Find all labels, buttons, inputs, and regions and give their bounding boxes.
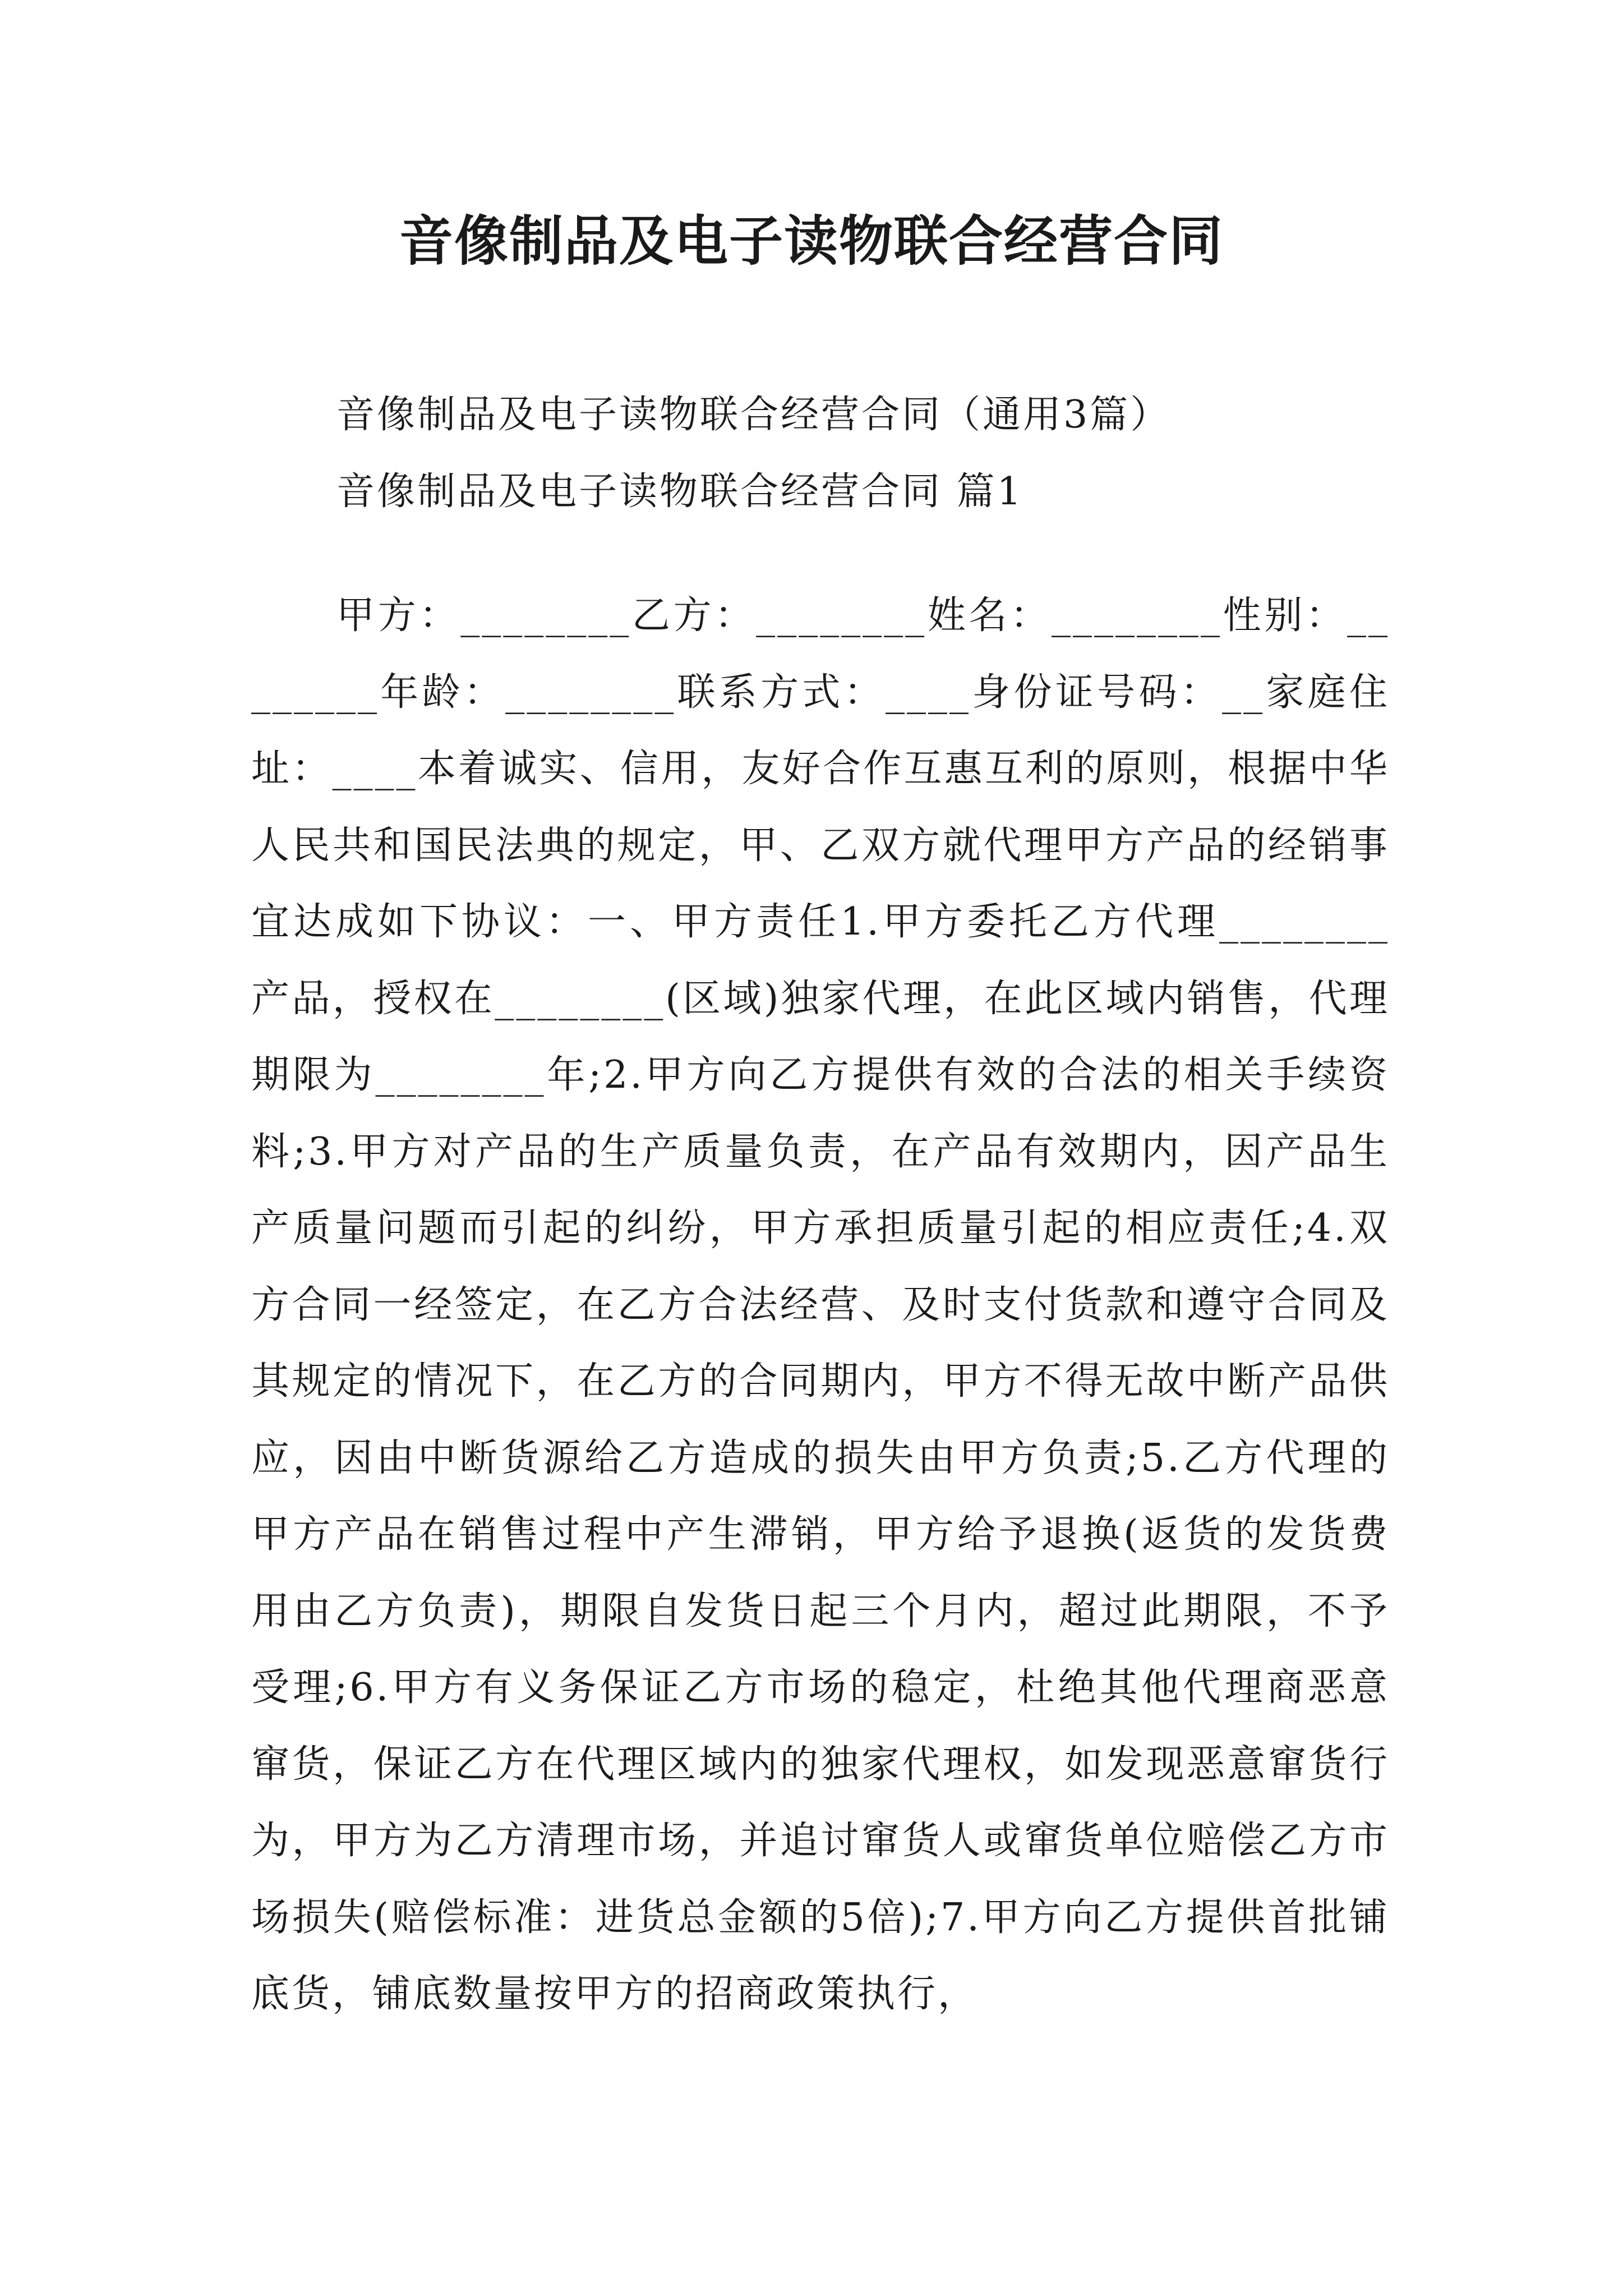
contract-body-text: 甲方：________乙方：________姓名：________性别：________年龄：________联系方式：____身份证号码：__家庭住址：____本着诚实、信用，友好合作互惠互利的原则，根据中华人民共和国民法典的规定，甲、乙双方就代理甲方产品的经销事宜达成如下协议：一、甲方责任1.甲方委托乙方代理________产品，授权在________(区域)独家代理，在此区域内销售，代理期限为________年;2.甲方向乙方提供有效的合法的相关手续资料;3.甲方对产品的生产质量负责，在产品有效期内，因产品生产质量问题而引起的纠纷，甲方承担质量引起的相应责任;4.双方合同一经签定，在乙方合法经营、及时支付货款和遵守合同及其规定的情况下，在乙方的合同期内，甲方不得无故中断产品供应，因由中断货源给乙方造成的损失由甲方负责;5.乙方代理的甲方产品在销售过程中产生滞销，甲方给予退换(返货的发货费用由乙方负责)，期限自发货日起三个月内，超过此期限，不予受理;6.甲方有义务保证乙方市场的稳定，杜绝其他代理商恶意窜货，保证乙方在代理区域内的独家代理权，如发现恶意窜货行为，甲方为乙方清理市场，并追讨窜货人或窜货单位赔偿乙方市场损失(赔偿标准：进货总金额的5倍);7.甲方向乙方提供首批铺底货，铺底数量按甲方的招商政策执行， — [251, 593, 1390, 2016]
document-title: 音像制品及电子读物联合经营合同 — [399, 209, 1224, 273]
part-heading: 音像制品及电子读物联合经营合同 篇1 — [336, 470, 1023, 514]
collection-subtitle: 音像制品及电子读物联合经营合同（通用3篇） — [336, 393, 1171, 437]
